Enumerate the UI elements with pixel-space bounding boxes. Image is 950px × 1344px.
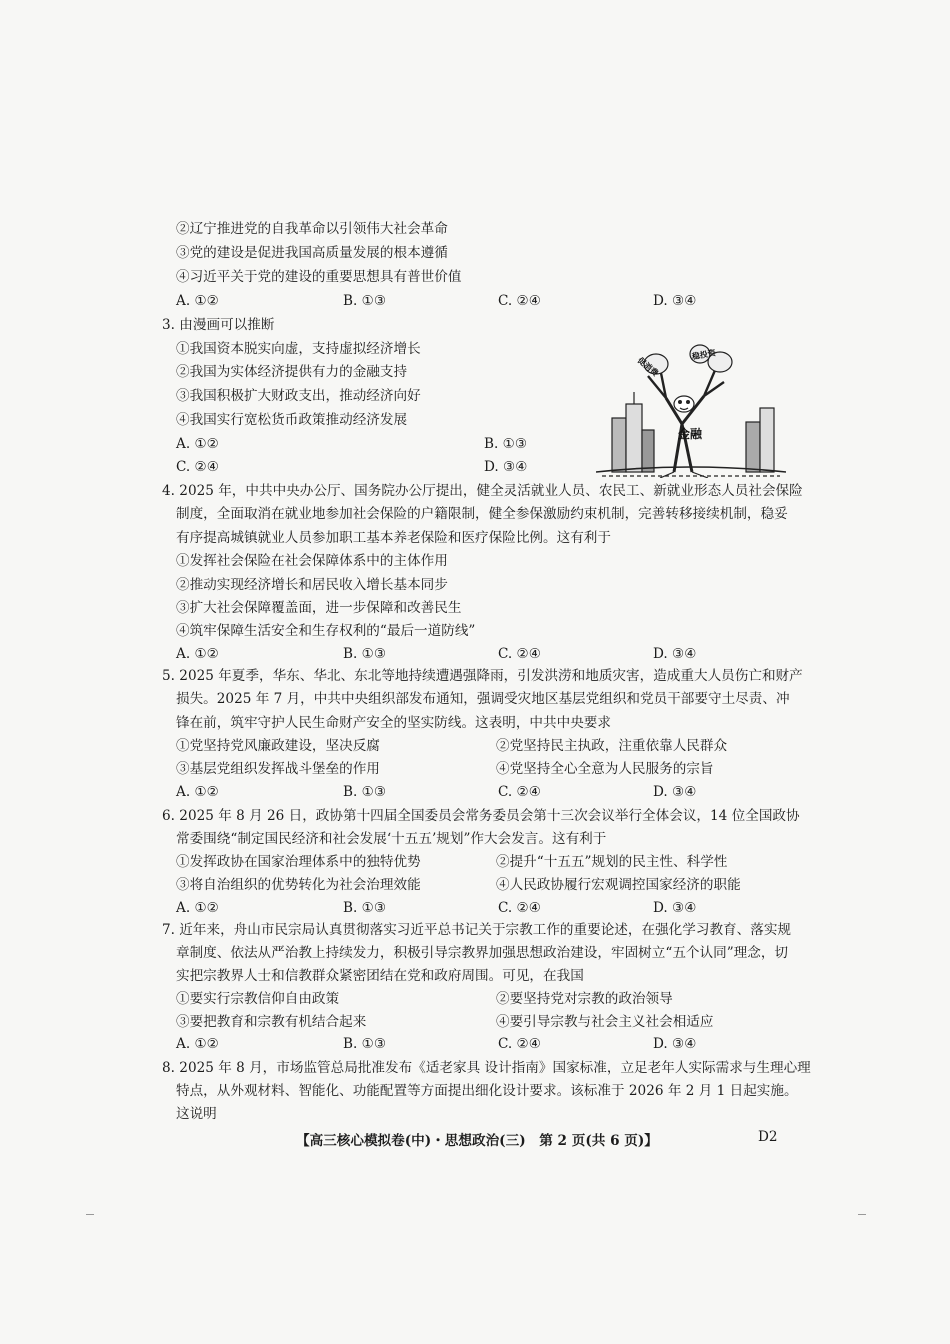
q4-option-d: D. ③④ (653, 646, 697, 662)
q5-item-1: ①党坚持党风廉政建设，坚决反腐 (176, 738, 380, 754)
q7-option-c: C. ②④ (498, 1036, 541, 1052)
q7-option-b: B. ①③ (343, 1036, 387, 1052)
cartoon-label-consumption: 促消费 (635, 355, 660, 379)
q2-option-a: A. ①② (176, 293, 219, 309)
q6-option-b: B. ①③ (343, 900, 387, 916)
q7-item-2: ②要坚持党对宗教的政治领导 (496, 991, 673, 1007)
q3-option-b: B. ①③ (484, 436, 528, 452)
q7-option-d: D. ③④ (653, 1036, 697, 1052)
q3-option-d: D. ③④ (484, 459, 528, 475)
footer-title: 【高三核心模拟卷(中)・思想政治(三) 第 2 页(共 6 页)】 (296, 1133, 658, 1149)
q5-stem-line-3: 锋在前，筑牢守护人民生命财产安全的坚实防线。这表明，中共中央要求 (176, 715, 611, 731)
q3-item-2: ②我国为实体经济提供有力的金融支持 (176, 364, 408, 380)
q5-option-a: A. ①② (176, 784, 219, 800)
q4-option-c: C. ②④ (498, 646, 541, 662)
q5-item-3: ③基层党组织发挥战斗堡垒的作用 (176, 761, 380, 777)
q6-option-a: A. ①② (176, 900, 219, 916)
q4-option-b: B. ①③ (343, 646, 387, 662)
cartoon-image (596, 338, 786, 478)
q4-stem-line-2: 制度，全面取消在就业地参加社会保险的户籍限制，健全参保激励约束机制，完善转移接续机制，稳妥 (176, 506, 788, 522)
q2-item-2: ②辽宁推进党的自我革命以引领伟大社会革命 (176, 221, 448, 237)
scan-mark-left (86, 1214, 94, 1215)
q3-stem: 3. 由漫画可以推断 (162, 317, 275, 333)
q6-item-4: ④人民政协履行宏观调控国家经济的职能 (496, 877, 741, 893)
q5-option-c: C. ②④ (498, 784, 541, 800)
q7-item-3: ③要把教育和宗教有机结合起来 (176, 1014, 367, 1030)
q4-item-1: ①发挥社会保险在社会保障体系中的主体作用 (176, 553, 448, 569)
q7-stem-line-3: 实把宗教界人士和信教群众紧密团结在党和政府周围。可见，在我国 (176, 968, 584, 984)
scan-mark-right (858, 1214, 866, 1215)
q8-stem-line-2: 特点，从外观材料、智能化、功能配置等方面提出细化设计要求。该标准于 2026 年 2 月 1 日起实施。 (176, 1083, 798, 1099)
q7-item-4: ④要引导宗教与社会主义社会相适应 (496, 1014, 714, 1030)
q5-stem-line-2: 损失。2025 年 7 月，中共中央组织部发布通知，强调受灾地区基层党组织和党员干部要守土尽责、冲 (176, 691, 790, 707)
q5-item-2: ②党坚持民主执政，注重依靠人民群众 (496, 738, 728, 754)
q6-option-d: D. ③④ (653, 900, 697, 916)
q5-stem-line-1: 5. 2025 年夏季，华东、华北、东北等地持续遭遇强降雨，引发洪涝和地质灾害，造成重大人员伤亡和财产 (162, 668, 803, 684)
q3-item-3: ③我国积极扩大财政支出，推动经济向好 (176, 388, 421, 404)
q3-item-4: ④我国实行宽松货币政策推动经济发展 (176, 412, 408, 428)
q8-stem-line-3: 这说明 (176, 1106, 217, 1122)
q3-option-c: C. ②④ (176, 459, 219, 475)
q5-item-4: ④党坚持全心全意为人民服务的宗旨 (496, 761, 714, 777)
q6-stem-line-2: 常委围绕“制定国民经济和社会发展‘十五五’规划”作大会发言。这有利于 (176, 831, 607, 847)
q6-stem-line-1: 6. 2025 年 8 月 26 日，政协第十四届全国委员会常务委员会第十三次会议举行全体会议，14 位全国政协 (162, 808, 800, 824)
q6-item-1: ①发挥政协在国家治理体系中的独特优势 (176, 854, 421, 870)
q7-stem-line-2: 章制度、依法从严治教上持续发力，积极引导宗教界加强思想政治建设，牢固树立“五个认同”理念，切 (176, 945, 789, 961)
q4-item-3: ③扩大社会保障覆盖面，进一步保障和改善民生 (176, 600, 462, 616)
cartoon-label-finance: 金融 (678, 427, 703, 441)
q7-item-1: ①要实行宗教信仰自由政策 (176, 991, 340, 1007)
q6-option-c: C. ②④ (498, 900, 541, 916)
q6-item-2: ②提升“十五五”规划的民主性、科学性 (496, 854, 728, 870)
q2-option-d: D. ③④ (653, 293, 697, 309)
q4-option-a: A. ①② (176, 646, 219, 662)
q2-item-4: ④习近平关于党的建设的重要思想具有普世价值 (176, 269, 462, 285)
q2-option-b: B. ①③ (343, 293, 387, 309)
q7-option-a: A. ①② (176, 1036, 219, 1052)
q8-stem-line-1: 8. 2025 年 8 月，市场监管总局批准发布《适老家具 设计指南》国家标准，立足老年人实际需求与生理心理 (162, 1060, 811, 1076)
q4-stem-line-1: 4. 2025 年，中共中央办公厅、国务院办公厅提出，健全灵活就业人员、农民工、新就业形态人员社会保险 (162, 483, 803, 499)
q7-stem-line-1: 7. 近年来，舟山市民宗局认真贯彻落实习近平总书记关于宗教工作的重要论述，在强化学习教育、落实规 (162, 922, 792, 938)
q3-item-1: ①我国资本脱实向虚，支持虚拟经济增长 (176, 341, 421, 357)
cartoon-label-investment: 稳投资 (691, 348, 717, 362)
q6-item-3: ③将自治组织的优势转化为社会治理效能 (176, 877, 421, 893)
footer-code: D2 (758, 1129, 778, 1145)
q2-item-3: ③党的建设是促进我国高质量发展的根本遵循 (176, 245, 448, 261)
q4-item-2: ②推动实现经济增长和居民收入增长基本同步 (176, 577, 448, 593)
q5-option-b: B. ①③ (343, 784, 387, 800)
q2-option-c: C. ②④ (498, 293, 541, 309)
q4-item-4: ④筑牢保障生活安全和生存权利的“最后一道防线” (176, 623, 476, 639)
q4-stem-line-3: 有序提高城镇就业人员参加职工基本养老保险和医疗保险比例。这有利于 (176, 530, 611, 546)
q5-option-d: D. ③④ (653, 784, 697, 800)
q3-option-a: A. ①② (176, 436, 219, 452)
